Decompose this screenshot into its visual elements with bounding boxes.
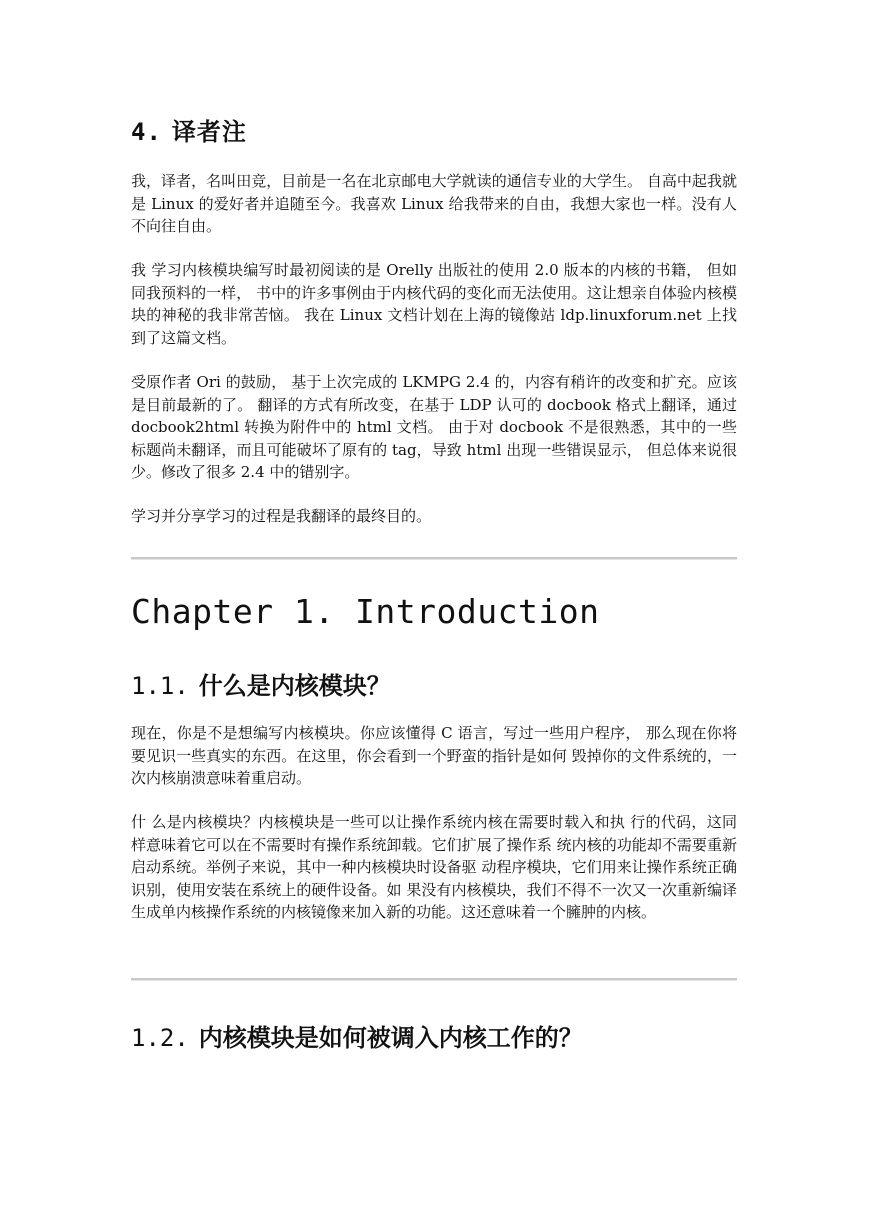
section-number: 4. [131,118,162,146]
chapter-title: Chapter 1. Introduction [131,592,600,631]
section-number: 1.1. [131,672,189,700]
section-divider [131,978,737,981]
intro-paragraph-1: 现在，你是不是想编写内核模块。你应该懂得 C 语言，写过一些用户程序， 那么现在你将要见识一些真实的东西。在这里，你会看到一个野蛮的指针是如何 毁掉你的文件系统的，一次内核崩溃意味着重启动。 [131,724,737,787]
section-title: 译者注 [171,117,247,146]
translator-paragraph-2: 我 学习内核模块编写时最初阅读的是 Orelly 出版社的使用 2.0 版本的内核的书籍， 但如同我预料的一样， 书中的许多事例由于内核代码的变化而无法使用。这让想亲自体验内核模块的神秘的我非常苦恼。 我在 Linux 文档计划在上海的镜像站 ldp.linuxforum.net 上找到了这篇文档。 [131,261,737,347]
translator-paragraph-3: 受原作者 Ori 的鼓励， 基于上次完成的 LKMPG 2.4 的，内容有稍许的改变和扩充。应该是目前最新的了。 翻译的方式有所改变，在基于 LDP 认可的 docbook 格式上翻译，通过 docbook2html 转换为附件中的 html 文档。 由于对 docbook 不是很熟悉，其中的一些标题尚未翻译，而且可能破坏了原有的 tag，导致 html 出现一些错误显示， 但总体来说很少。修改了很多 2.4 中的错别字。 [131,373,737,481]
section-1-1-heading [131,666,391,701]
translator-paragraph-4: 学习并分享学习的过程是我翻译的最终目的。 [131,507,432,525]
section-divider [131,557,737,560]
section-4-heading [131,112,247,147]
translator-paragraph-1: 我，译者，名叫田竞，目前是一名在北京邮电大学就读的通信专业的大学生。 自高中起我就是 Linux 的爱好者并追随至今。我喜欢 Linux 给我带来的自由，我想大家也一样。没有人不向往自由。 [131,172,737,235]
section-title: 内核模块是如何被调入内核工作的？ [198,1023,583,1052]
intro-paragraph-2: 什 么是内核模块？内核模块是一些可以让操作系统内核在需要时载入和执 行的代码，这同样意味着它可以在不需要时有操作系统卸载。它们扩展了操作系 统内核的功能却不需要重新启动系统。举例子来说，其中一种内核模块时设备驱 动程序模块，它们用来让操作系统正确识别，使用安装在系统上的硬件设备。如 果没有内核模块，我们不得不一次又一次重新编译生成单内核操作系统的内核镜像来加入新的功能。这还意味着一个臃肿的内核。 [131,813,737,921]
section-1-2-heading [131,1018,583,1053]
section-number: 1.2. [131,1024,189,1052]
section-title: 什么是内核模块？ [198,671,391,700]
